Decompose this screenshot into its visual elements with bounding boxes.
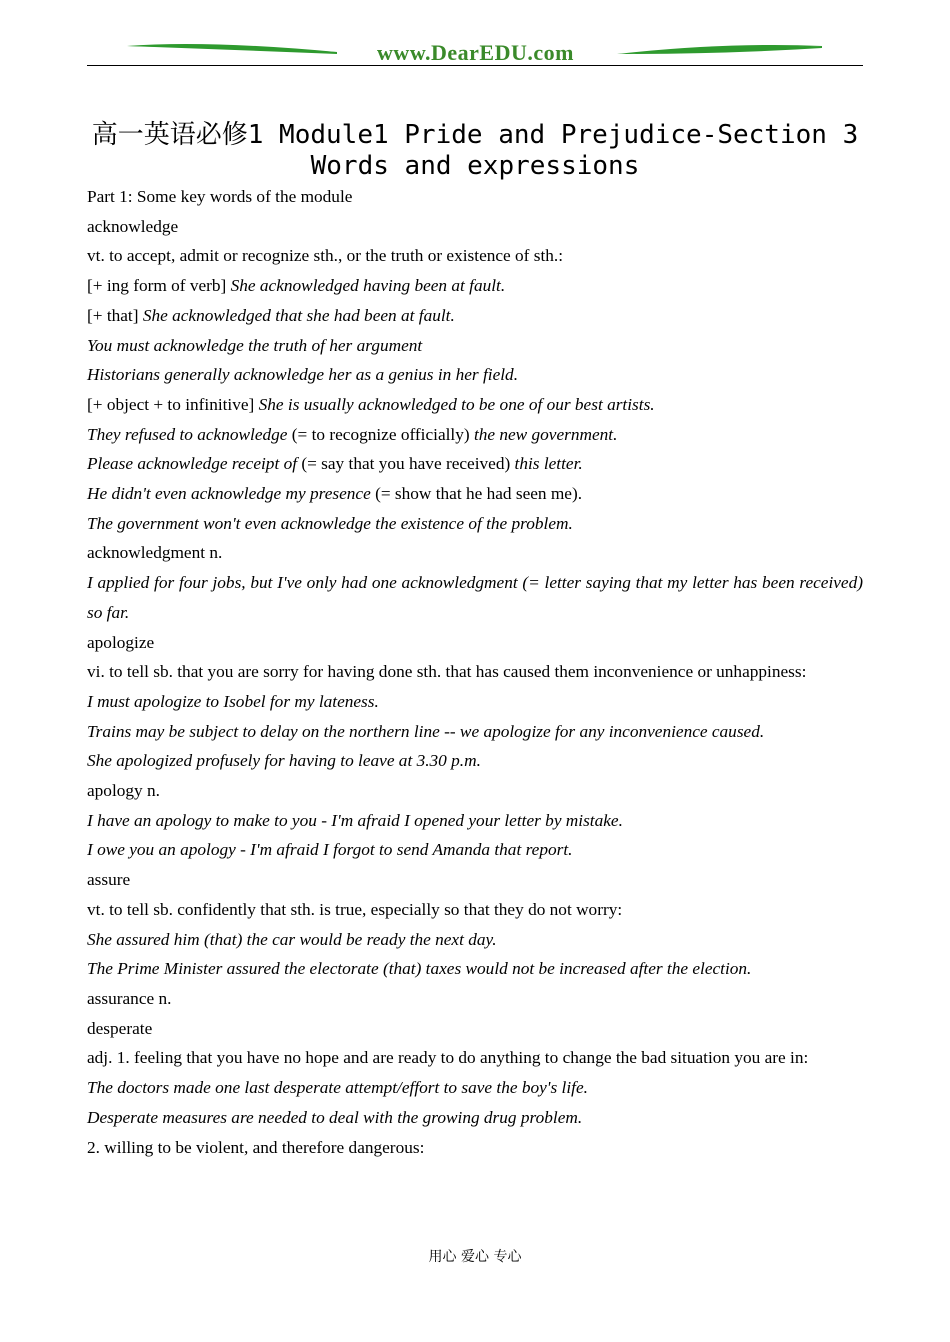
text-line [87,865,863,895]
document-body [87,182,863,1162]
example-sentence: The government won't even acknowledge the existence of the problem. [87,513,573,533]
definition-text: [+ ing form of verb] [87,276,231,296]
text-line [87,925,863,955]
example-sentence: I owe you an apology - I'm afraid I forgot to send Amanda that report. [87,840,573,860]
text-line [87,1043,863,1073]
definition-text: assure [87,870,131,890]
text-line [87,835,863,865]
definition-text: apology n. [87,781,160,801]
definition-text: [+ object + to infinitive] [87,394,259,414]
text-line [87,895,863,925]
example-sentence: You must acknowledge the truth of her argument [87,335,423,355]
example-sentence: Desperate measures are needed to deal with the growing drug problem. [87,1107,583,1127]
example-sentence: Historians generally acknowledge her as a genius in her field. [87,365,519,385]
text-line [87,271,863,301]
example-sentence: She is usually acknowledged to be one of our best artists. [258,394,655,414]
definition-text: vt. to accept, admit or recognize sth., or the truth or existence of sth.: [87,246,564,266]
text-line [87,241,863,271]
example-sentence: I have an apology to make to you - I'm afraid I opened your letter by mistake. [87,810,623,830]
text-line [87,449,863,479]
text-line [87,806,863,836]
example-sentence: They refused to acknowledge [87,424,292,444]
logo-text: www.DearEDU.com [377,40,574,65]
example-sentence: The doctors made one last desperate attempt/effort to save the boy's life. [87,1078,588,1098]
text-line [87,1133,863,1163]
text-line [87,538,863,568]
definition-text: acknowledgment n. [87,543,223,563]
text-line [87,568,863,627]
definition-text: 2. willing to be violent, and therefore dangerous: [87,1137,425,1157]
text-line [87,301,863,331]
definition-text: (= to recognize officially) [291,424,474,444]
text-line [87,954,863,984]
text-line [87,628,863,658]
definition-text: [+ that] [87,305,143,325]
text-line [87,182,863,212]
example-sentence: the new government. [473,424,618,444]
example-sentence: Please acknowledge receipt of [87,454,302,474]
page-title: 高一英语必修1 Module1 Pride and Prejudice-Section 3 Words and expressions [91,120,859,181]
text-line [87,776,863,806]
definition-text: apologize [87,632,155,652]
definition-text: vt. to tell sb. confidently that sth. is true, especially so that they do not worry: [87,899,623,919]
text-line [87,390,863,420]
example-sentence: I applied for four jobs, but I've only had one acknowledgment (= letter saying that my letter has been received) so far. [87,573,863,622]
example-sentence: She acknowledged that she had been at fault. [142,305,455,325]
example-sentence: The Prime Minister assured the electorate (that) taxes would not be increased after the election. [87,959,752,979]
definition-text: vi. to tell sb. that you are sorry for having done sth. that has caused them inconvenience or unhappiness: [87,662,807,682]
text-line [87,360,863,390]
example-sentence: Trains may be subject to delay on the northern line -- we apologize for any inconvenience caused. [87,721,765,741]
text-line [87,479,863,509]
definition-text: Part 1: Some key words of the module [87,187,353,206]
text-line [87,687,863,717]
example-sentence: this letter. [514,454,583,474]
text-line [87,1073,863,1103]
definition-text: adj. 1. feeling that you have no hope and are ready to do anything to change the bad situation you are in: [87,1048,809,1068]
example-sentence: I must apologize to Isobel for my lateness. [87,691,379,711]
text-line [87,1014,863,1044]
definition-text: desperate [87,1018,153,1038]
example-sentence: He didn't even acknowledge my presence [87,484,376,504]
text-line [87,212,863,242]
text-line [87,420,863,450]
text-line [87,746,863,776]
example-sentence: She apologized profusely for having to leave at 3.30 p.m. [87,751,481,771]
definition-text: (= show that he had seen me). [375,484,583,504]
definition-text: (= say that you have received) [301,454,515,474]
text-line [87,1103,863,1133]
page-footer: 用心 爱心 专心 [428,1249,522,1265]
example-sentence: She acknowledged having been at fault. [230,276,506,296]
header-divider [87,65,863,66]
text-line [87,984,863,1014]
text-line [87,509,863,539]
text-line [87,657,863,687]
definition-text: acknowledge [87,216,179,236]
text-line [87,331,863,361]
example-sentence: She assured him (that) the car would be ready the next day. [87,929,497,949]
text-line [87,717,863,747]
definition-text: assurance n. [87,988,172,1008]
